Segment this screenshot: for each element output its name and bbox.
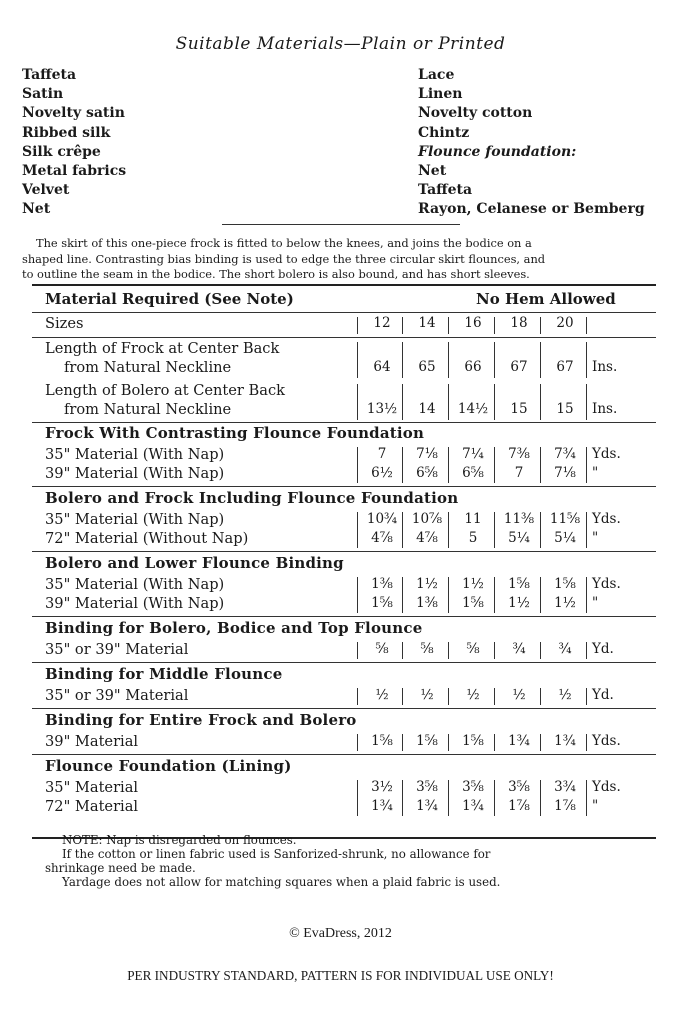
yardage-value: 11⅝ xyxy=(549,511,581,527)
unit-label: " xyxy=(592,798,599,814)
yardage-value: 13½ xyxy=(366,401,398,417)
yardage-value: 1¾ xyxy=(371,798,393,814)
material-row-label: 35" Material xyxy=(45,779,139,796)
yardage-value: 1¾ xyxy=(508,733,530,749)
description-line: The skirt of this one-piece frock is fitted to below the knees, and joins the bodice on a xyxy=(36,236,532,250)
yardage-value: 1⅜ xyxy=(371,576,393,592)
yardage-value: 1¾ xyxy=(462,798,484,814)
disclaimer-line: PER INDUSTRY STANDARD, PATTERN IS FOR INDIVIDUAL USE ONLY! xyxy=(127,968,554,983)
table-rule xyxy=(32,422,656,423)
column-divider xyxy=(494,577,495,613)
yardage-value: 18 xyxy=(510,315,528,331)
column-divider xyxy=(540,642,541,659)
yardage-value: 67 xyxy=(510,359,528,375)
yardage-value: 5 xyxy=(468,530,478,546)
yardage-value: 3⅝ xyxy=(508,779,530,795)
yardage-value: 3⅝ xyxy=(416,779,438,795)
material-row-label: 35" or 39" Material xyxy=(45,641,189,658)
column-divider xyxy=(448,447,449,483)
material-item: Chintz xyxy=(418,124,470,141)
yardage-value: 7¾ xyxy=(554,446,576,462)
table-rule xyxy=(32,312,656,313)
table-rule xyxy=(32,708,656,709)
material-item: Satin xyxy=(22,86,64,103)
yardage-value: 1½ xyxy=(462,576,484,592)
yardage-value: 7⅛ xyxy=(416,446,438,462)
material-row-label: 35" Material (With Nap) xyxy=(45,446,225,463)
material-item: Silk crêpe xyxy=(22,143,101,160)
yardage-value: ⅝ xyxy=(466,641,480,657)
description-line: to outline the seam in the bodice. The short bolero is also bound, and has short sleeves. xyxy=(22,267,530,281)
section-heading: Bolero and Lower Flounce Binding xyxy=(45,554,344,572)
column-divider xyxy=(448,577,449,613)
column-divider xyxy=(357,342,358,378)
column-divider xyxy=(402,734,403,751)
yardage-value: 20 xyxy=(556,315,574,331)
column-divider xyxy=(448,734,449,751)
yardage-value: 6⅝ xyxy=(416,465,438,481)
copyright-line: © EvaDress, 2012 xyxy=(289,926,392,941)
yardage-value: 11 xyxy=(464,511,482,527)
yardage-value: 10¾ xyxy=(366,511,398,527)
yardage-value: ½ xyxy=(558,687,572,703)
table-rule xyxy=(32,754,656,755)
table-header-left: Material Required (See Note) xyxy=(45,290,294,308)
yardage-value: 16 xyxy=(464,315,482,331)
material-item: Net xyxy=(22,201,51,218)
yardage-value: ½ xyxy=(375,687,389,703)
material-row-label: 39" Material (With Nap) xyxy=(45,465,225,482)
yardage-value: ⅝ xyxy=(420,641,434,657)
yardage-value: 1⅝ xyxy=(416,733,438,749)
material-row-label: 35" Material (With Nap) xyxy=(45,576,225,593)
yardage-value: 1½ xyxy=(554,595,576,611)
column-divider xyxy=(540,512,541,548)
table-rule xyxy=(32,551,656,552)
yardage-value: 66 xyxy=(464,359,482,375)
column-divider xyxy=(586,780,587,816)
yardage-value: 11⅜ xyxy=(503,511,535,527)
materials-left-column xyxy=(22,66,322,220)
yardage-value: 3½ xyxy=(371,779,393,795)
yardage-value: 3⅝ xyxy=(462,779,484,795)
material-row-label: 39" Material xyxy=(45,733,139,750)
yardage-value: 7¼ xyxy=(462,446,484,462)
column-divider xyxy=(357,317,358,334)
column-divider xyxy=(494,780,495,816)
material-item: Flounce foundation: xyxy=(418,143,577,160)
column-divider xyxy=(586,447,587,483)
yardage-value: 1⅞ xyxy=(508,798,530,814)
divider-rule xyxy=(222,224,460,225)
yardage-value: 15 xyxy=(556,401,574,417)
yardage-value: 1⅜ xyxy=(416,595,438,611)
unit-label: Ins. xyxy=(592,359,618,375)
column-divider xyxy=(402,447,403,483)
column-divider xyxy=(540,780,541,816)
unit-label: Yd. xyxy=(592,687,614,703)
column-divider xyxy=(357,642,358,659)
column-divider xyxy=(448,512,449,548)
column-divider xyxy=(540,688,541,705)
description-paragraph xyxy=(22,236,668,283)
column-divider xyxy=(494,688,495,705)
unit-label: " xyxy=(592,465,599,481)
section-heading: Binding for Entire Frock and Bolero xyxy=(45,711,357,729)
table-rule xyxy=(32,662,656,663)
unit-label: Yds. xyxy=(592,511,621,527)
yardage-value: 1⅞ xyxy=(554,798,576,814)
section-heading: Binding for Middle Flounce xyxy=(45,665,283,683)
section-heading: Bolero and Frock Including Flounce Foundation xyxy=(45,489,459,507)
yardage-value: 5¼ xyxy=(554,530,576,546)
section-heading: Binding for Bolero, Bodice and Top Flounce xyxy=(45,619,423,637)
materials-title: Suitable Materials—Plain or Printed xyxy=(175,34,506,54)
material-row-label: 39" Material (With Nap) xyxy=(45,595,225,612)
table-rule xyxy=(32,486,656,487)
column-divider xyxy=(494,512,495,548)
yardage-value: 12 xyxy=(373,315,391,331)
column-divider xyxy=(357,447,358,483)
yardage-value: 1⅝ xyxy=(462,595,484,611)
material-row-label: 72" Material (Without Nap) xyxy=(45,530,249,547)
yardage-value: 4⅞ xyxy=(371,530,393,546)
material-item: Novelty cotton xyxy=(418,105,533,122)
yardage-value: 67 xyxy=(556,359,574,375)
column-divider xyxy=(586,577,587,613)
column-divider xyxy=(357,512,358,548)
column-divider xyxy=(357,384,358,420)
yardage-value: ½ xyxy=(420,687,434,703)
column-divider xyxy=(586,734,587,751)
yardage-value: 1¾ xyxy=(554,733,576,749)
yardage-value: 3¾ xyxy=(554,779,576,795)
material-item: Ribbed silk xyxy=(22,124,111,141)
yardage-value: 65 xyxy=(418,359,436,375)
yardage-value: 4⅞ xyxy=(416,530,438,546)
material-item: Taffeta xyxy=(418,182,473,199)
yardage-value: 1½ xyxy=(416,576,438,592)
materials-right-column xyxy=(418,66,678,220)
column-divider xyxy=(402,577,403,613)
material-row-label: 35" or 39" Material xyxy=(45,687,189,704)
column-divider xyxy=(448,780,449,816)
unit-label: Yds. xyxy=(592,576,621,592)
yardage-value: 1¾ xyxy=(416,798,438,814)
note-line: If the cotton or linen fabric used is Sanforized-shrunk, no allowance for xyxy=(62,847,491,861)
column-divider xyxy=(494,734,495,751)
table-rule xyxy=(32,337,656,338)
material-item: Novelty satin xyxy=(22,105,125,122)
yardage-value: ¾ xyxy=(558,641,572,657)
note-line: Yardage does not allow for matching squares when a plaid fabric is used. xyxy=(62,875,501,889)
column-divider xyxy=(586,512,587,548)
length-row-label: from Natural Neckline xyxy=(64,359,232,376)
column-divider xyxy=(357,780,358,816)
column-divider xyxy=(448,642,449,659)
table-rule xyxy=(32,616,656,617)
yardage-value: 1⅝ xyxy=(371,733,393,749)
yardage-value: 6⅝ xyxy=(462,465,484,481)
material-item: Lace xyxy=(418,67,455,83)
note-line: shrinkage need be made. xyxy=(45,861,196,875)
yardage-value: 14 xyxy=(418,401,436,417)
column-divider xyxy=(357,577,358,613)
note-line: NOTE: Nap is disregarded on flounces. xyxy=(62,833,297,847)
column-divider xyxy=(357,688,358,705)
column-divider xyxy=(540,447,541,483)
column-divider xyxy=(494,642,495,659)
column-divider xyxy=(540,734,541,751)
material-item: Net xyxy=(418,162,447,179)
yardage-value: 6½ xyxy=(371,465,393,481)
material-item: Rayon, Celanese or Bemberg xyxy=(418,201,645,218)
material-row-label: 35" Material (With Nap) xyxy=(45,511,225,528)
unit-label: Ins. xyxy=(592,401,618,417)
length-row-label: from Natural Neckline xyxy=(64,401,232,418)
column-divider xyxy=(448,688,449,705)
material-item: Velvet xyxy=(22,182,70,199)
material-item: Metal fabrics xyxy=(22,162,127,179)
yardage-value: 14 xyxy=(418,315,436,331)
yardage-value: 7⅛ xyxy=(554,465,576,481)
yardage-value: ½ xyxy=(512,687,526,703)
yardage-value: 10⅞ xyxy=(411,511,443,527)
description-line: shaped line. Contrasting bias binding is used to edge the three circular skirt flounces, and xyxy=(22,251,546,266)
yardage-value: 5¼ xyxy=(508,530,530,546)
unit-label: Yds. xyxy=(592,733,621,749)
unit-label: Yds. xyxy=(592,779,621,795)
yardage-value: 1⅝ xyxy=(371,595,393,611)
column-divider xyxy=(402,512,403,548)
yardage-value: 14½ xyxy=(457,401,489,417)
column-divider xyxy=(586,642,587,659)
unit-label: Yds. xyxy=(592,446,621,462)
column-divider xyxy=(402,780,403,816)
column-divider xyxy=(402,688,403,705)
material-item: Linen xyxy=(418,86,463,103)
section-heading: Frock With Contrasting Flounce Foundation xyxy=(45,424,425,442)
column-divider xyxy=(586,688,587,705)
yardage-value: 7 xyxy=(514,465,524,481)
column-divider xyxy=(402,642,403,659)
column-divider xyxy=(540,577,541,613)
yardage-value: ⅝ xyxy=(375,641,389,657)
unit-label: " xyxy=(592,530,599,546)
yardage-value: 1⅝ xyxy=(462,733,484,749)
yardage-value: 1⅝ xyxy=(508,576,530,592)
column-divider xyxy=(494,447,495,483)
yardage-value: 1⅝ xyxy=(554,576,576,592)
column-divider xyxy=(357,734,358,751)
material-item: Taffeta xyxy=(22,67,77,83)
table-header-right: No Hem Allowed xyxy=(476,290,616,308)
yardage-value: 7 xyxy=(377,446,387,462)
length-row-label: Length of Frock at Center Back xyxy=(45,340,280,357)
yardage-value: 1½ xyxy=(508,595,530,611)
unit-label: " xyxy=(592,595,599,611)
unit-label: Yd. xyxy=(592,641,614,657)
yardage-value: 15 xyxy=(510,401,528,417)
length-row-label: Length of Bolero at Center Back xyxy=(45,382,285,399)
yardage-value: ¾ xyxy=(512,641,526,657)
yardage-value: 64 xyxy=(373,359,391,375)
sizes-label: Sizes xyxy=(45,315,84,332)
yardage-value: 7⅜ xyxy=(508,446,530,462)
yardage-value: ½ xyxy=(466,687,480,703)
material-row-label: 72" Material xyxy=(45,798,139,815)
section-heading: Flounce Foundation (Lining) xyxy=(45,757,292,775)
